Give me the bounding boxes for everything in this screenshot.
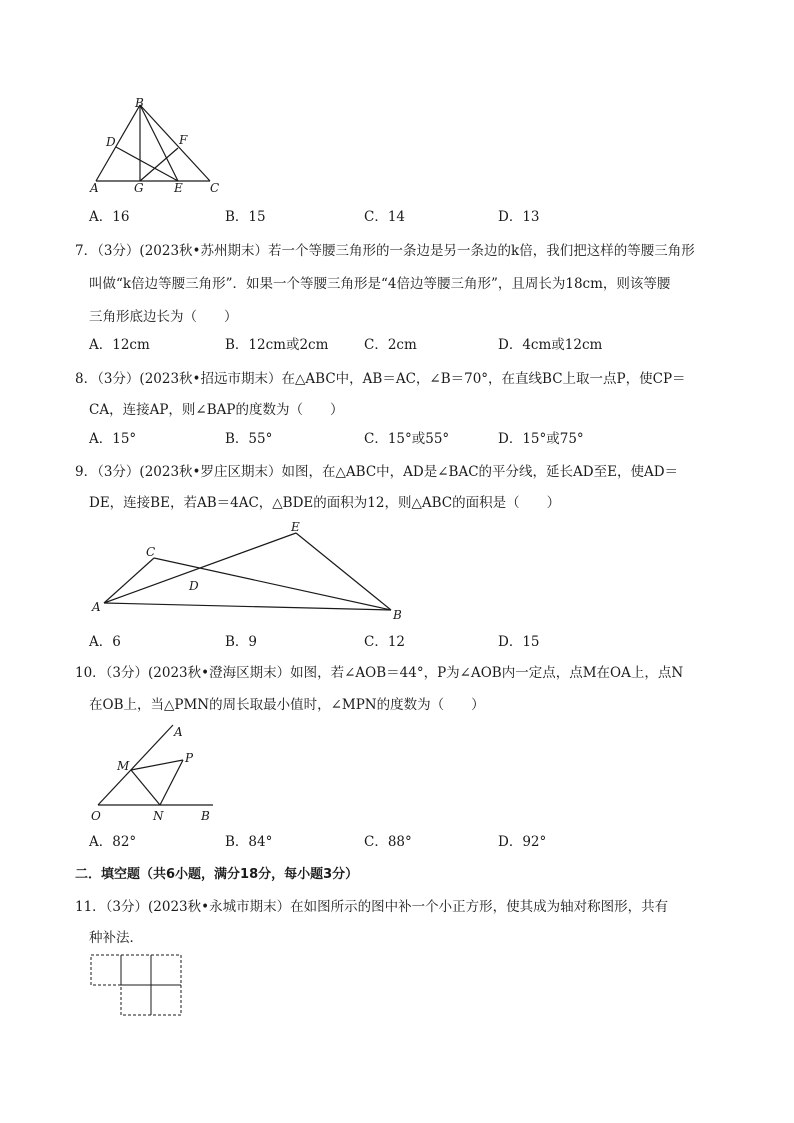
q8-text-line1: 8．（3分）(2023秋•招远市期末）在△ABC中，AB＝AC，∠B＝70°，在直线BC上取一点P，使CP＝ xyxy=(75,371,686,387)
q11-text-line2: 种补法． xyxy=(89,930,143,946)
q8-option-a[interactable]: A．15° xyxy=(89,431,137,447)
label-e: E xyxy=(291,520,300,534)
label-g: G xyxy=(134,181,144,195)
q7-option-c[interactable]: C．2cm xyxy=(364,337,417,353)
label-f: F xyxy=(179,133,188,147)
q6-option-b[interactable]: B．15 xyxy=(225,209,266,225)
q10-option-a[interactable]: A．82° xyxy=(89,834,137,850)
label-c: C xyxy=(210,181,220,195)
grid-figure-q11 xyxy=(89,953,185,1019)
triangle-figure-q6 xyxy=(88,95,228,195)
q9-option-c[interactable]: C．12 xyxy=(364,634,406,650)
label-d: D xyxy=(189,579,199,593)
q10-text-line1: 10．（3分）(2023秋•澄海区期末）如图，若∠AOB＝44°，P为∠AOB内一定点，点M在OA上，点N xyxy=(75,665,684,681)
q8-option-d[interactable]: D．15°或75° xyxy=(498,431,584,447)
q9-text-line1: 9．（3分）(2023秋•罗庄区期末）如图，在△ABC中，AD是∠BAC的平分线，延长AD至E，使AD＝ xyxy=(75,464,679,480)
q9-option-a[interactable]: A．6 xyxy=(89,634,121,650)
q11-text-line1: 11．（3分）(2023秋•永城市期末）在如图所示的图中补一个小正方形，使其成为轴对称图形，共有 xyxy=(75,899,669,915)
q8-text-line2: CA，连接AP，则∠BAP的度数为（ ） xyxy=(89,402,344,418)
label-p: P xyxy=(185,751,194,765)
q7-option-a[interactable]: A．12cm xyxy=(89,337,150,353)
label-d: D xyxy=(106,135,116,149)
q7-text-line1: 7．（3分）(2023秋•苏州期末）若一个等腰三角形的一条边是另一条边的k倍，我们把这样的等腰三角形 xyxy=(75,243,695,259)
label-n: N xyxy=(153,809,164,823)
q7-text-line2: 叫做“k倍边等腰三角形”．如果一个等腰三角形是“4倍边等腰三角形”，且周长为18cm，则该等腰 xyxy=(89,276,671,292)
label-b: B xyxy=(135,96,144,110)
label-a: A xyxy=(174,725,183,739)
label-b: B xyxy=(201,809,210,823)
q6-option-a[interactable]: A．16 xyxy=(89,209,130,225)
q9-option-b[interactable]: B．9 xyxy=(225,634,258,650)
q8-option-b[interactable]: B．55° xyxy=(225,431,273,447)
q10-option-d[interactable]: D．92° xyxy=(498,834,547,850)
label-a: A xyxy=(92,600,101,614)
q7-text-line3: 三角形底边长为（ ） xyxy=(89,309,238,325)
label-b: B xyxy=(393,608,402,622)
q7-option-d[interactable]: D．4cm或12cm xyxy=(498,337,603,353)
triangle-figure-q9 xyxy=(86,518,416,624)
q6-option-c[interactable]: C．14 xyxy=(364,209,406,225)
label-e: E xyxy=(174,181,183,195)
label-m: M xyxy=(117,759,130,773)
section-title: 二．填空题（共6小题，满分18分，每小题3分） xyxy=(75,867,359,882)
q10-text-line2: 在OB上，当△PMN的周长取最小值时，∠MPN的度数为（ ） xyxy=(89,697,485,713)
q10-option-b[interactable]: B．84° xyxy=(225,834,273,850)
q9-option-d[interactable]: D．15 xyxy=(498,634,540,650)
q9-text-line2: DE，连接BE，若AB＝4AC，△BDE的面积为12，则△ABC的面积是（ ） xyxy=(89,495,561,511)
q7-option-b[interactable]: B．12cm或2cm xyxy=(225,337,329,353)
label-o: O xyxy=(91,809,101,823)
label-a: A xyxy=(90,181,99,195)
label-c: C xyxy=(146,545,156,559)
q6-option-d[interactable]: D．13 xyxy=(498,209,540,225)
q8-option-c[interactable]: C．15°或55° xyxy=(364,431,450,447)
q10-option-c[interactable]: C．88° xyxy=(364,834,412,850)
angle-figure-q10 xyxy=(88,720,218,825)
